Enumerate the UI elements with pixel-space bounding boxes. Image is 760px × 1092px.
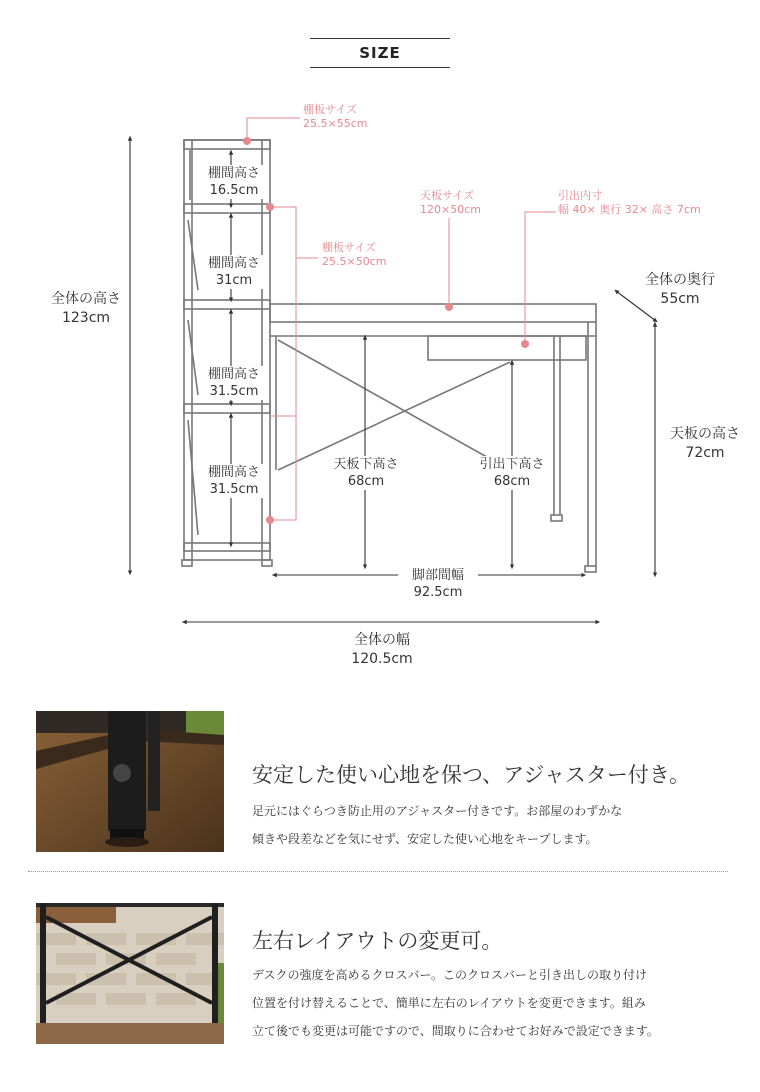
shelf-unit — [182, 140, 272, 566]
size-title-text: SIZE — [359, 44, 401, 62]
feature-1-body: 足元にはぐらつき防止用のアジャスター付きです。お部屋のわずかな 傾きや段差などを気にせず、安定した使い心地をキープします。 — [252, 804, 623, 846]
under-desk-height-label: 天板下高さ 68cm — [330, 456, 402, 490]
under-drawer-height-label: 引出下高さ 68cm — [474, 456, 550, 490]
shelf-gap-4-label: 棚間高さ 31.5cm — [204, 464, 264, 498]
shelf-gap-2-label: 棚間高さ 31cm — [204, 255, 264, 289]
shelf-gap-3-label: 棚間高さ 31.5cm — [204, 366, 264, 400]
feature-1-heading: 安定した使い心地を保つ、アジャスター付き。 — [252, 763, 691, 787]
section-divider — [28, 871, 728, 872]
overall-depth-label: 全体の奥行 55cm — [645, 272, 715, 307]
leg-span-label: 脚部間幅 92.5cm — [398, 567, 478, 601]
crossbar-image — [36, 903, 224, 1044]
adjuster-foot-image — [36, 711, 224, 852]
shelf-gap-1-label: 棚間高さ 16.5cm — [204, 165, 264, 199]
adjuster-foot-photo — [36, 711, 224, 852]
shelf-board-mid-label: 棚板サイズ 25.5×50cm — [322, 241, 387, 268]
drawer-inner-label: 引出内寸 幅 40× 奥行 32× 高さ 7cm — [558, 189, 701, 216]
feature-2-body: デスクの強度を高めるクロスバー。このクロスバーと引き出しの取り付け 位置を付け替えることで、簡単に左右のレイアウトを変更できます。組み 立て後でも変更は可能ですので、間取りに合わせてお好みで設定できます。 — [252, 968, 659, 1038]
desktop-size-label: 天板サイズ 120×50cm — [420, 189, 481, 216]
overall-width-label: 全体の幅 120.5cm — [351, 632, 413, 667]
shelf-board-top-label: 棚板サイズ 25.5×55cm — [303, 103, 368, 130]
crossbar-photo — [36, 903, 224, 1044]
desktop-height-label: 天板の高さ 72cm — [670, 426, 740, 461]
desk — [270, 304, 596, 572]
overall-height-label: 全体の高さ 123cm — [51, 291, 121, 326]
feature-2-heading: 左右レイアウトの変更可。 — [252, 929, 503, 953]
